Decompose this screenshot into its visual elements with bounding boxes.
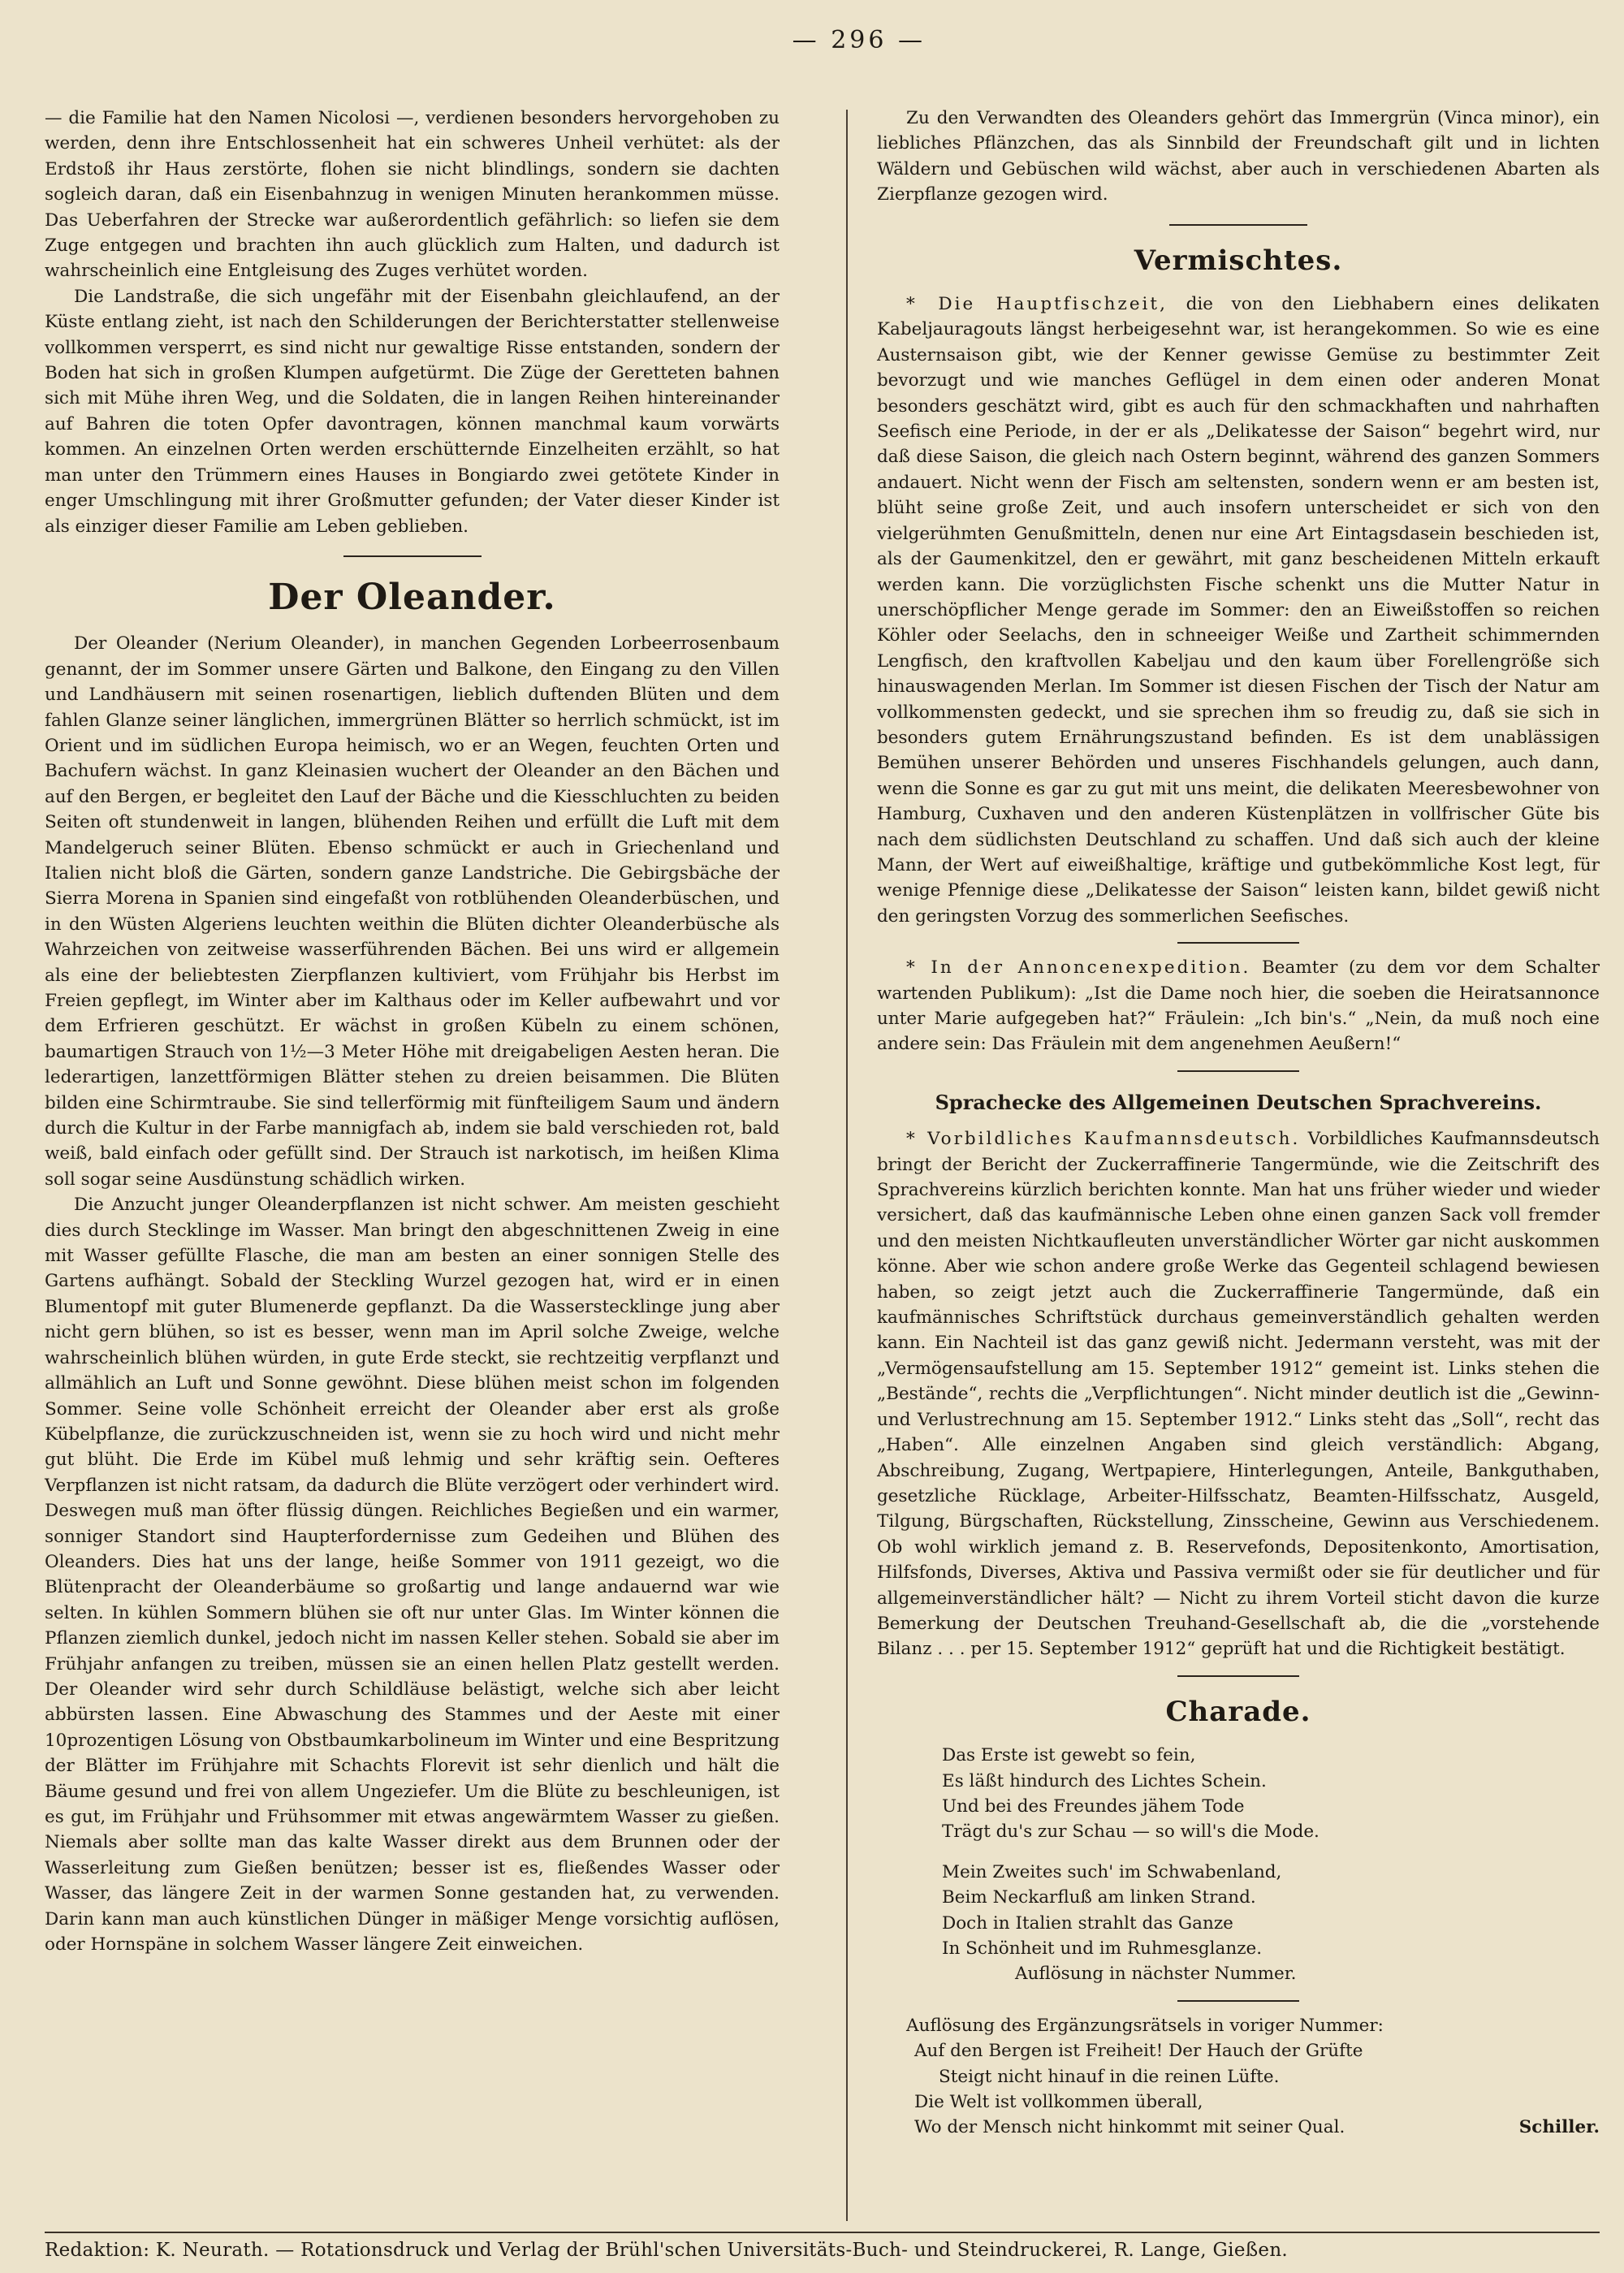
column-divider: [846, 110, 848, 2221]
solution-line: Wo der Mensch nicht hinkommt mit seiner Qual.: [914, 2117, 1345, 2138]
vermischtes-heading: Vermischtes.: [1134, 244, 1343, 277]
section-rule: [1177, 2000, 1299, 2002]
section-rule: [1177, 1675, 1299, 1677]
sprachecke-lead: * Vorbildliches Kaufmannsdeutsch.: [906, 1129, 1301, 1150]
charade-heading: Charade.: [1165, 1695, 1311, 1728]
sprachecke-paragraph: [877, 1126, 1600, 1662]
oleander-paragraph: Die Anzucht junger Oleanderpflanzen ist nicht schwer. Am meisten geschieht dies durch Stecklinge im Wasser. Man bringt den abgeschnittenen Zweig in eine mit Wasser gefüllte Flasche, die man am besten an einer sonnigen Stelle des Gartens aufhängt. Sobald der Steckling Wurzel gezogen hat, wird er in einen Blumentopf mit guter Blumenerde gepflanzt. Da die Wasserstecklinge jung aber nicht gern blühen, so ist es besser, wenn man im April solche Zweige, welche wahrscheinlich blühen würden, in gute Erde steckt, sie rechtzeitig verpflanzt und allmählich an Luft und Sonne gewöhnt. Diese blühen meist schon im folgenden Sommer. Seine volle Schönheit erreicht der Oleander aber erst als große Kübelpflanze, die zurückzuschneiden ist, wenn sie zu hoch wird und nicht mehr gut blüht. Die Erde im Kübel muß lehmig und sehr kräftig sein. Oefteres Verpflanzen ist nicht ratsam, da dadurch die Blüte verzögert oder verhindert wird. Deswegen muß man öfter flüssig düngen. Reichliches Begießen und ein warmer, sonniger Standort sind Haupterfordernisse zum Gedeihen und Blühen des Oleanders. Dies hat uns der lange, heiße Sommer von 1911 gezeigt, wo die Blütenpracht der Oleanderbäume so großartig und lange andauernd war wie selten. In kühlen Sommern blühen sie oft nur unter Glas. Im Winter können die Pflanzen ziemlich dunkel, jedoch nicht im nassen Keller stehen. Sobald sie aber im Frühjahr anfangen zu treiben, müssen sie an einen hellen Platz gestellt werden. Der Oleander wird sehr durch Schildläuse belästigt, welche sich aber leicht abbürsten lassen. Eine Abwaschung des Stammes und der Aeste mit einer 10prozentigen Lösung von Obstbaumkarbolineum im Winter und eine Bespritzung der Blätter im Frühjahre mit Schachts Florevit ist sehr dienlich und hält die Bäume gesund und frei von allem Ungeziefer. Um die Blüte zu beschleunigen, ist es gut, im Frühjahr und Frühsommer mit etwas angewärmtem Wasser zu gießen. Niemals aber sollte man das kalte Wasser direkt aus dem Brunnen oder der Wasserleitung zum Gießen benützen; besser ist es, fließendes Wasser oder Wasser, das längere Zeit in der warmen Sonne gestanden hat, zu verwenden. Darin kann man auch künstlichen Dünger in mäßiger Menge vorsichtig auflösen, oder Hornspäne in solchem Wasser längere Zeit einweichen.: [45, 1195, 780, 1955]
charade-note: Auflösung in nächster Nummer.: [1015, 1964, 1297, 1985]
article-continuation-paragraph: — die Familie hat den Namen Nicolosi —, verdienen besonders hervorgehoben zu werden, denn ihre Entschlossenheit hat ein schweres Unheil verhütet: als der Erdstoß ihr Haus zerstörte, flohen sie nicht blindlings, sondern sie dachten sogleich daran, daß ein Eisenbahnzug in wenigen Minuten herankommen müsse. Das Ueberfahren der Strecke war außerordentlich gefährlich: so liefen sie dem Zuge entgegen und brachten ihn auch glücklich zum Halten, und dadurch ist wahrscheinlich eine Entgleisung des Zuges verhütet worden.: [45, 108, 780, 282]
imprint-footer: Redaktion: K. Neurath. — Rotationsdruck und Verlag der Brühl'schen Universitäts-Buch- und Steindruckerei, R. Lange, Gießen.: [45, 2232, 1600, 2261]
solution-line: Auf den Bergen ist Freiheit! Der Hauch der Grüfte: [914, 2041, 1363, 2062]
solution-block: [906, 2013, 1600, 2141]
charade-line: Das Erste ist gewebt so fein,: [942, 1745, 1196, 1766]
immergruen-paragraph: Zu den Verwandten des Oleanders gehört das Immergrün (Vinca minor), ein liebliches Pflänzchen, das als Sinnbild der Freundschaft gilt und in lichten Wäldern und Gebüschen wild wächst, aber auch in verschiedenen Abarten als Zierpflanze gezogen wird.: [877, 108, 1600, 205]
charade-line: Doch in Italien strahlt das Ganze: [942, 1912, 1233, 1934]
charade-poem: [942, 1743, 1600, 1987]
hauptfischzeit-paragraph: [877, 292, 1600, 929]
oleander-heading: Der Oleander.: [268, 576, 556, 618]
right-column: [877, 106, 1600, 2141]
solution-title: Auflösung des Ergänzungsrätsels in voriger Nummer:: [906, 2015, 1384, 2036]
annoncen-text: Beamter (zu dem vor dem Schalter wartenden Publikum): „Ist die Dame noch hier, die soeben die Heiratsannonce unter Marie aufgegeben hat?“ Fräulein: „Ich bin's.“ „Nein, da muß noch eine andere sein: Das Fräulein mit dem angenehmen Aeußern!“: [877, 957, 1600, 1055]
charade-line: Beim Neckarfluß am linken Strand.: [942, 1887, 1256, 1908]
charade-line: In Schönheit und im Ruhmesglanze.: [942, 1938, 1263, 1959]
page-number: — 296 —: [792, 26, 926, 54]
section-rule: [343, 555, 482, 557]
charade-line: Es läßt hindurch des Lichtes Schein.: [942, 1770, 1267, 1791]
hauptfischzeit-text: die von den Liebhabern eines delikaten Kabeljauragouts längst herbeigesehnt war, ist herangekommen. So wie es eine Austernsaison gibt, wie der Kenner gewisse Gemüse zu bestimmter Zeit bevorzugt und wie manches Geflügel in dem einen oder anderen Monat besonders geschätzt wird, gibt es auch für den schmackhaften und nahrhaften Seefisch eine Periode, in der er als „Delikatesse der Saison“ begehrt wird, nur daß diese Saison, die gleich nach Ostern beginnt, während des ganzen Sommers andauert. Nicht wenn der Fisch am seltensten, sondern wenn er am besten ist, blüht seine große Zeit, und auch insofern unterscheidet er sich von den vielgerühmten Genußmitteln, denen nur eine Art Eintagsdasein beschieden ist, als der Gaumenkitzel, den er gewährt, mit ganz bescheidenen Mitteln erkauft werden kann. Die vorzüglichsten Fische schenkt uns die Mutter Natur in unerschöpflicher Menge gerade im Sommer: den an Eiweißstoffen so reichen Köhler oder Seelachs, den in schneeiger Weiße und Zartheit schimmernden Lengfisch, den kraftvollen Kabeljau und den kaum über Forellengröße sich hinauswagenden Merlan. Im Sommer ist diesen Fischen der Tisch der Natur am vollkommensten gedeckt, und sie sprechen ihm so freudig zu, daß sie sich in besonders gutem Ernährungszustand befinden. Es ist dem unablässigen Bemühen unserer Behörden und unseres Fischhandels gelungen, auch dann, wenn die Sonne es gar zu gut mit uns meint, die delikaten Meeresbewohner von Hamburg, Cuxhaven und den anderen Küstenplätzen in vollfrischer Güte bis nach dem südlichsten Deutschland zu schaffen. Und daß sich auch der kleine Mann, der Wert auf eiweißhaltige, kräftige und gutbekömmliche Kost legt, für wenige Pfennige diese „Delikatesse der Saison“ leisten kann, bildet gewiß nicht den geringsten Vorzug des sommerlichen Seefisches.: [877, 294, 1600, 927]
annoncen-paragraph: [877, 955, 1600, 1057]
solution-line: Die Welt ist vollkommen überall,: [914, 2092, 1203, 2113]
sprachecke-text: Vorbildliches Kaufmannsdeutsch bringt der Bericht der Zuckerraffinerie Tangermünde, wie die Zeitschrift des Sprachvereins kürzlich berichten konnte. Man hat uns früher wieder und wieder versichert, daß das kaufmännische Leben ohne einen ganzen Sack voll fremder und den meisten Nichtkaufleuten unverständlicher Wörter gar nicht auskommen könne. Aber wie schon andere große Werke das Gegenteil schlagend bewiesen haben, so zeigt jetzt auch die Zuckerraffinerie Tangermünde, daß ein kaufmännisches Schriftstück durchaus gemeinverständlich gehalten werden kann. Ein Nachteil ist das ganz gewiß nicht. Jedermann versteht, was mit der „Vermögensaufstellung am 15. September 1912“ gemeint ist. Links stehen die „Bestände“, rechts die „Verpflichtungen“. Nicht minder deutlich ist die „Gewinn- und Verlustrechnung am 15. September 1912.“ Links steht das „Soll“, recht das „Haben“. Alle einzelnen Angaben sind gleich verständlich: Abgang, Abschreibung, Zugang, Wertpapiere, Hinterlegungen, Anteile, Bankguthaben, gesetzliche Rücklage, Arbeiter-Hilfsschatz, Beamten-Hilfsschatz, Ausgeld, Tilgung, Bürgschaften, Rückstellung, Zinsscheine, Gewinn aus Verschiedenem. Ob wohl wirklich jemand z. B. Reservefonds, Depositenkonto, Amortisation, Hilfsfonds, Diverses, Aktiva und Passiva vermißt oder sie für deutlicher und für allgemeinverständlicher hält? — Nicht zu ihrem Vorteil sticht davon die kurze Bemerkung der Deutschen Treuhand-Gesellschaft ab, die die „vorstehende Bilanz . . . per 15. September 1912“ geprüft hat und die Richtigkeit bestätigt.: [877, 1129, 1600, 1660]
hauptfischzeit-lead: * Die Hauptfischzeit,: [906, 294, 1168, 315]
left-column: [45, 106, 780, 1957]
stanza-gap: [942, 1845, 1600, 1860]
annoncen-lead: * In der Annoncenexpedition.: [906, 957, 1251, 979]
section-rule: [1177, 942, 1299, 944]
section-rule: [1177, 1070, 1299, 1072]
solution-line: Steigt nicht hinauf in die reinen Lüfte.: [939, 2066, 1280, 2087]
charade-line: Mein Zweites such' im Schwabenland,: [942, 1861, 1282, 1882]
oleander-paragraph: Der Oleander (Nerium Oleander), in manchen Gegenden Lorbeerrosenbaum genannt, der im Sommer unsere Gärten und Balkone, den Eingang zu den Villen und Landhäusern mit seinen rosenartigen, lieblich duftenden Blüten und dem fahlen Glanze seiner länglichen, immergrünen Blätter so herrlich schmückt, ist im Orient und im südlichen Europa heimisch, wo er an Wegen, feuchten Orten und Bachufern wächst. In ganz Kleinasien wuchert der Oleander an den Bächen und auf den Bergen, er begleitet den Lauf der Bäche und die Kiesschluchten zu beiden Seiten oft stundenweit in langen, blühenden Reihen und erfüllt die Luft mit dem Mandelgeruch seiner Blüten. Ebenso schmückt er auch in Griechenland und Italien nicht bloß die Gärten, sondern ganze Landstriche. Die Gebirgsbäche der Sierra Morena in Spanien sind eingefaßt von rotblühenden Oleanderbüschen, und in den Wüsten Algeriens leuchten weithin die Blüten dichter Oleanderbüsche als Wahrzeichen von zeitweise wasserführenden Bächen. Bei uns wird er allgemein als eine der beliebtesten Zierpflanzen kultiviert, vom Frühjahr bis Herbst im Freien gepflegt, im Winter aber im Kalthaus oder im Keller aufbewahrt und vor dem Erfrieren geschützt. Er wächst in großen Kübeln zu einem schönen, baumartigen Strauch von 1½—3 Meter Höhe mit dreigabeligen Aesten heran. Die lederartigen, lanzettförmigen Blätter stehen zu dreien beisammen. Die Blüten bilden eine Schirmtraube. Sie sind tellerförmig mit fünfteiligem Saum und ändern durch die Kultur in der Farbe mannigfach ab, indem sie bald verschieden rot, bald weiß, bald einfach oder gefüllt sind. Der Strauch ist narkotisch, im heißen Klima soll sogar seine Ausdünstung schädlich wirken.: [45, 633, 780, 1190]
charade-line: Trägt du's zur Schau — so will's die Mode.: [942, 1821, 1320, 1843]
sprachecke-heading: Sprachecke des Allgemeinen Deutschen Sprachvereins.: [935, 1090, 1542, 1114]
section-rule: [1169, 224, 1307, 226]
article-continuation-paragraph: Die Landstraße, die sich ungefähr mit der Eisenbahn gleichlaufend, an der Küste entlang zieht, ist nach den Schilderungen der Berichterstatter stellenweise vollkommen versperrt, es sind nicht nur gewaltige Risse entstanden, sondern der Boden hat sich in großen Klumpen aufgetürmt. Die Züge der Geretteten bahnen sich mit Mühe ihren Weg, und die Soldaten, die in langen Reihen hintereinander auf Bahren die toten Opfer davontragen, können manchmal kaum vorwärts kommen. An einzelnen Orten werden erschütternde Einzelheiten erzählt, so hat man unter den Trümmern eines Hauses in Bongiardo zwei getötete Kinder in enger Umschlingung mit ihrer Großmutter gefunden; der Vater dieser Kinder ist als einziger dieser Familie am Leben geblieben.: [45, 286, 780, 537]
charade-line: Und bei des Freundes jähem Tode: [942, 1795, 1245, 1817]
solution-author: Schiller.: [1518, 2117, 1600, 2138]
solution-last-row: [914, 2115, 1600, 2140]
